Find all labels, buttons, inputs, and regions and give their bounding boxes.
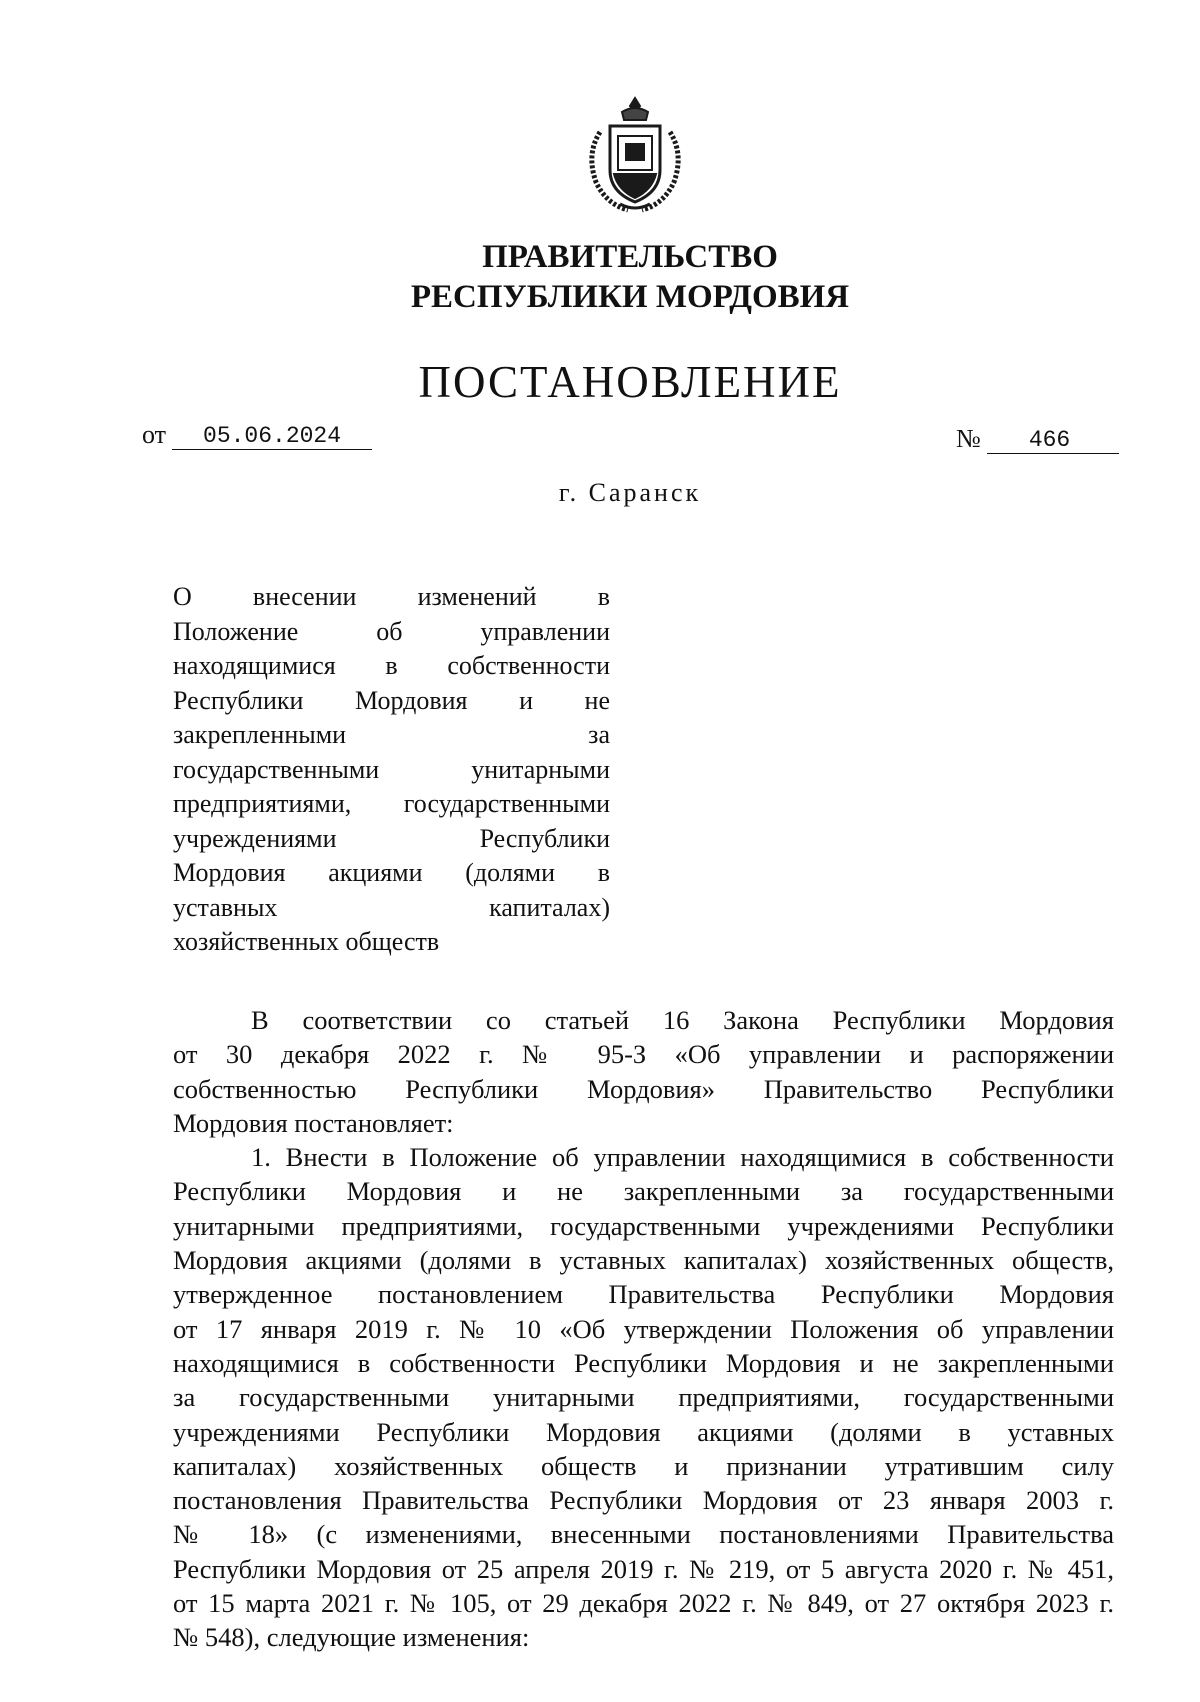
subject-line: предприятиями, государственными bbox=[173, 789, 610, 818]
document-body bbox=[173, 1003, 1114, 1655]
body-line: от 17 января 2019 г. № 10 «Об утверждении Положения об управлении bbox=[173, 1313, 1114, 1344]
body-line: Республики Мордовия и не закрепленными за государственными bbox=[173, 1176, 1114, 1207]
document-subject bbox=[173, 580, 610, 960]
body-line: от 30 декабря 2022 г. № 95-З «Об управлении и распоряжении bbox=[173, 1039, 1114, 1070]
body-line: Мордовия акциями (долями в уставных капиталах) хозяйственных обществ, bbox=[173, 1245, 1114, 1276]
body-line: утвержденное постановлением Правительства Республики Мордовия bbox=[173, 1279, 1114, 1310]
subject-line: Республики Мордовия и не bbox=[173, 685, 610, 715]
body-line: от 15 марта 2021 г. № 105, от 29 декабря 2022 г. № 849, от 27 октября 2023 г. bbox=[173, 1588, 1114, 1619]
document-number: 466 bbox=[987, 427, 1119, 454]
subject-line: уставных капиталах) bbox=[173, 892, 610, 922]
subject-line: закрепленными за bbox=[173, 720, 610, 749]
body-line: собственностью Республики Мордовия» Правительство Республики bbox=[173, 1073, 1114, 1104]
body-line: учреждениями Республики Мордовия акциями (долями в уставных bbox=[173, 1416, 1114, 1447]
city-name: г. Саранск bbox=[558, 478, 702, 507]
body-line: капиталах) хозяйственных обществ и признании утратившим силу bbox=[173, 1450, 1114, 1481]
body-line: за государственными унитарными предприятиями, государственными bbox=[173, 1382, 1114, 1413]
body-line: В соответствии со статьей 16 Закона Республики Мордовия bbox=[251, 1005, 1114, 1035]
government-title-line1: ПРАВИТЕЛЬСТВО bbox=[482, 239, 778, 275]
document-date: 05.06.2024 bbox=[172, 423, 372, 450]
body-line: 1. Внести в Положение об управлении находящимися в собственности bbox=[251, 1142, 1114, 1173]
subject-line: государственными унитарными bbox=[173, 754, 610, 784]
body-line: Республики Мордовия от 25 апреля 2019 г. № 219, от 5 августа 2020 г. № 451, bbox=[173, 1553, 1114, 1584]
coat-of-arms-emblem bbox=[580, 92, 690, 214]
number-label: № bbox=[956, 424, 981, 453]
subject-line: учреждениями Республики bbox=[173, 823, 610, 853]
date-field bbox=[142, 420, 372, 450]
subject-line: находящимися в собственности bbox=[173, 651, 610, 680]
body-line: № 18» (с изменениями, внесенными постановлениями Правительства bbox=[173, 1519, 1114, 1550]
body-line: унитарными предприятиями, государственными учреждениями Республики bbox=[173, 1210, 1114, 1241]
subject-line: Положение об управлении bbox=[173, 616, 610, 646]
body-line: находящимися в собственности Республики Мордовия и не закрепленными bbox=[173, 1347, 1114, 1378]
body-line: Мордовия постановляет: bbox=[173, 1107, 454, 1138]
date-label: от bbox=[142, 420, 167, 449]
document-type-title: ПОСТАНОВЛЕНИЕ bbox=[418, 357, 842, 407]
subject-line: Мордовия акциями (долями в bbox=[173, 858, 610, 887]
government-title-line2: РЕСПУБЛИКИ МОРДОВИЯ bbox=[410, 279, 850, 315]
body-line: постановления Правительства Республики Мордовия от 23 января 2003 г. bbox=[173, 1485, 1114, 1516]
body-line: № 548), следующие изменения: bbox=[173, 1622, 530, 1653]
subject-line: хозяйственных обществ bbox=[173, 927, 440, 956]
number-field bbox=[956, 424, 1119, 454]
subject-line: О внесении изменений в bbox=[173, 582, 610, 611]
